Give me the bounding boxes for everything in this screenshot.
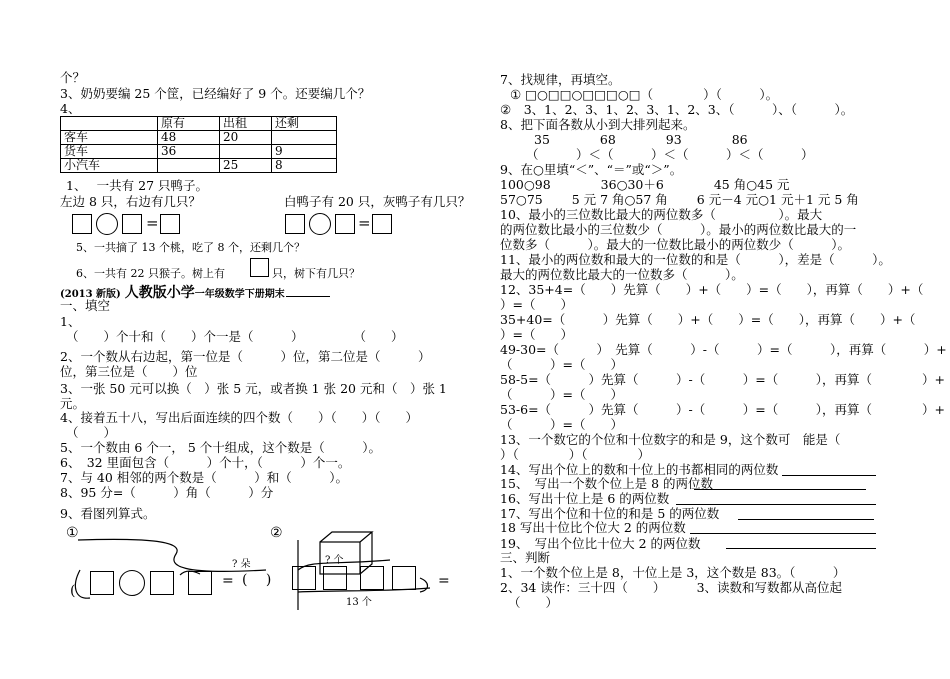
table-cell: 货车: [61, 145, 158, 159]
question-13-cont: ）（ ）（ ）: [500, 447, 651, 462]
question-19: 19、 写出个位比十位大 2 的两位数: [500, 536, 701, 551]
table-row: [61, 145, 337, 159]
car-rental-table: [60, 116, 337, 173]
equals-sign: =: [438, 573, 450, 589]
answer-box[interactable]: [72, 214, 92, 234]
fill-4: 4、接着五十八，写出后面连续的四个数（ ）（ ）（ ）: [60, 410, 418, 425]
pattern-1: ① □○□□○□□□○□（ ）（ ）。: [510, 87, 779, 102]
operator-circle[interactable]: [119, 570, 145, 596]
question-10: 10、最小的三位数比最大的两位数多（ ）。最大: [500, 207, 823, 222]
pattern-2: ② 3、1、2、3、1、2、3、1、2、3、（ ）、（ ）。: [500, 102, 854, 117]
answer-box[interactable]: [150, 571, 174, 595]
operator-circle[interactable]: [309, 213, 331, 235]
answer-line[interactable]: [694, 489, 866, 490]
judge-1: 1、一个数个位上是 8，十位上是 3，这个数是 83。（ ）: [500, 565, 846, 580]
question-18: 18 写出十位比个位大 2 的两位数: [500, 520, 686, 535]
text-line: 个？: [60, 70, 86, 85]
answer-box[interactable]: [323, 566, 347, 590]
answer-line[interactable]: [726, 548, 876, 549]
fill-7: 7、与 40 相邻的两个数是（ ）和（ ）。: [60, 470, 349, 485]
question-10-cont: 的两位数比最小的三位数少（ ）。最小的两位数比最大的一: [500, 222, 857, 237]
fill-9: 9、看图列算式。: [60, 506, 156, 521]
answer-line[interactable]: [738, 519, 874, 520]
question-6-part1: 6、一共有 22 只猴子。树上有: [76, 267, 225, 280]
question-12-cont: （ ）=（ ）: [500, 357, 623, 372]
compare-heading: 9、在○里填“＜”、“＝”或“＞”。: [500, 162, 683, 177]
fill-8: 8、95 分=（ ）角（ ）分: [60, 485, 274, 500]
table-cell: 客车: [61, 131, 158, 145]
question-15: 15、 写出一个数个位上是 8 的两位数: [500, 476, 714, 491]
section-1-heading: 一、填空: [60, 298, 111, 313]
publisher-title: 人教版小学: [124, 285, 195, 301]
duck-question: 1、 一共有 27 只鸭子。: [66, 178, 209, 193]
answer-box[interactable]: [188, 571, 212, 595]
fill-1-body: （ ）个十和（ ）个一是（ ） （ ）: [66, 329, 404, 344]
answer-paren[interactable]: ( ): [242, 572, 272, 588]
table-cell: 8: [272, 159, 337, 173]
question-12-cont: （ ）=（ ）: [500, 417, 623, 432]
table-cell: [61, 117, 158, 131]
duck-question-left: 左边 8 只，右边有几只？: [60, 194, 201, 209]
answer-line[interactable]: [676, 504, 876, 505]
fill-1: 1、: [60, 314, 81, 329]
figure-1-number: ①: [66, 525, 79, 541]
equals-sign: =: [358, 214, 371, 232]
table-row: [61, 131, 337, 145]
question-12-cont: （ ）=（ ）: [500, 387, 623, 402]
table-cell: 小汽车: [61, 159, 158, 173]
judge-2: 2、34 读作：三十四（ ） 3、读数和写数都从高位起: [500, 580, 843, 595]
total-count-label: 13 个: [346, 597, 372, 608]
question-11-cont: 最大的两位数比最大的一位数多（ ）。: [500, 267, 744, 282]
question-4-label: 4、: [60, 101, 81, 116]
answer-box[interactable]: [335, 214, 355, 234]
table-cell: [220, 145, 272, 159]
paren-left: (: [70, 583, 76, 599]
answer-box[interactable]: [122, 214, 142, 234]
table-cell: 出租: [220, 117, 272, 131]
fill-4-cont: （ ）: [66, 425, 117, 440]
exam-title: 一年级数学下册期末: [194, 289, 285, 300]
pattern-heading: 7、找规律，再填空。: [500, 72, 621, 87]
question-12-part5: 53-6=（ ）先算（ ）-（ ）=（ ），再算（ ）+: [500, 402, 945, 417]
answer-line[interactable]: [782, 475, 876, 476]
table-row: [61, 159, 337, 173]
answer-box[interactable]: [250, 258, 269, 277]
sort-heading: 8、把下面各数从小到大排列起来。: [500, 117, 696, 132]
table-cell: 原有: [158, 117, 220, 131]
answer-box[interactable]: [90, 571, 114, 595]
table-cell: [158, 159, 220, 173]
question-12-part4: 58-5=（ ）先算（ ）-（ ）=（ ），再算（ ）+: [500, 372, 945, 387]
answer-box[interactable]: [285, 214, 305, 234]
operator-circle[interactable]: [96, 213, 118, 235]
fill-2: 2、一个数从右边起，第一位是（ ）位，第二位是（ ）: [60, 349, 431, 364]
question-12-part3: 49-30=（ ） 先算（ ）-（ ）=（ ），再算（ ）+: [500, 342, 947, 357]
judge-3-answer: （ ）: [508, 595, 559, 610]
question-17: 17、写出个位和十位的和是 5 的两位数: [500, 506, 720, 521]
title-underline: [286, 296, 330, 297]
answer-box[interactable]: [292, 566, 316, 590]
question-11: 11、最小的两位数和最大的一位数的和是（ ），差是（ ）。: [500, 252, 891, 267]
answer-box[interactable]: [160, 214, 180, 234]
compare-row-1: 100○98 36○30＋6 45 角○45 元: [500, 177, 790, 192]
answer-box[interactable]: [360, 566, 384, 590]
question-3: 3、奶奶要编 25 个筐，已经编好了 9 个。还要编几个？: [60, 86, 371, 101]
question-12-part2: 35+40=（ ）先算（ ）+（ ）=（ ），再算（ ）+（: [500, 312, 916, 327]
answer-box[interactable]: [392, 566, 416, 590]
question-14: 14、写出个位上的数和十位上的书都相同的两位数: [500, 462, 779, 477]
question-5: 5、一共摘了 13 个桃，吃了 8 个，还剩几个？: [76, 241, 305, 254]
table-cell: 36: [158, 145, 220, 159]
question-16: 16、写出十位上是 6 的两位数: [500, 491, 670, 506]
question-12-cont: ）=（ ）: [500, 297, 573, 312]
table-cell: [272, 131, 337, 145]
table-cell: 48: [158, 131, 220, 145]
fill-3-cont: 元。: [60, 396, 86, 411]
table-header-row: [61, 117, 337, 131]
figure-2-number: ②: [270, 525, 283, 541]
section-3-heading: 三、判断: [500, 550, 551, 565]
fill-6: 6、 32 里面包含（ ）个十，（ ）个一。: [60, 455, 351, 470]
unknown-count-label: ? 个: [325, 555, 344, 566]
answer-line[interactable]: [690, 533, 876, 534]
table-cell: 25: [220, 159, 272, 173]
compare-row-2: 57○75 5 元 7 角○57 角 6 元－4 元○1 元＋1 元 5 角: [500, 192, 859, 207]
edition-label: (2013 新版): [60, 289, 121, 300]
question-12-cont: ）=（ ）: [500, 327, 573, 342]
equals-sign: =: [146, 214, 159, 232]
flower-count-label: ? 朵: [232, 559, 251, 570]
table-cell: 20: [220, 131, 272, 145]
table-cell: 9: [272, 145, 337, 159]
fill-5: 5、一个数由 6 个一， 5 个十组成，这个数是（ ）。: [60, 440, 382, 455]
answer-box[interactable]: [372, 214, 392, 234]
question-13: 13、一个数它的个位和十位数字的和是 9，这个数可 能是（: [500, 432, 841, 447]
equals-sign: =: [222, 573, 234, 589]
table-cell: 还剩: [272, 117, 337, 131]
duck-question-right: 白鸭子有 20 只，灰鸭子有几只？: [284, 194, 471, 209]
question-6-part2: 只，树下有几只？: [272, 267, 360, 280]
sort-numbers: 35 68 93 86: [534, 132, 748, 147]
question-10-cont: 位数多（ ）。最大的一位数比最小的两位数少（ ）。: [500, 237, 851, 252]
fill-2-cont: 位，第三位是（ ）位: [60, 364, 198, 379]
question-12: 12、35+4=（ ）先算（ ）+（ ）=（ ），再算（ ）+（: [500, 282, 924, 297]
sort-answer: （ ）＜（ ）＜（ ）＜（ ）: [526, 147, 814, 162]
fill-3: 3、一张 50 元可以换（ ）张 5 元，或者换 1 张 20 元和（ ）张 1: [60, 381, 447, 396]
